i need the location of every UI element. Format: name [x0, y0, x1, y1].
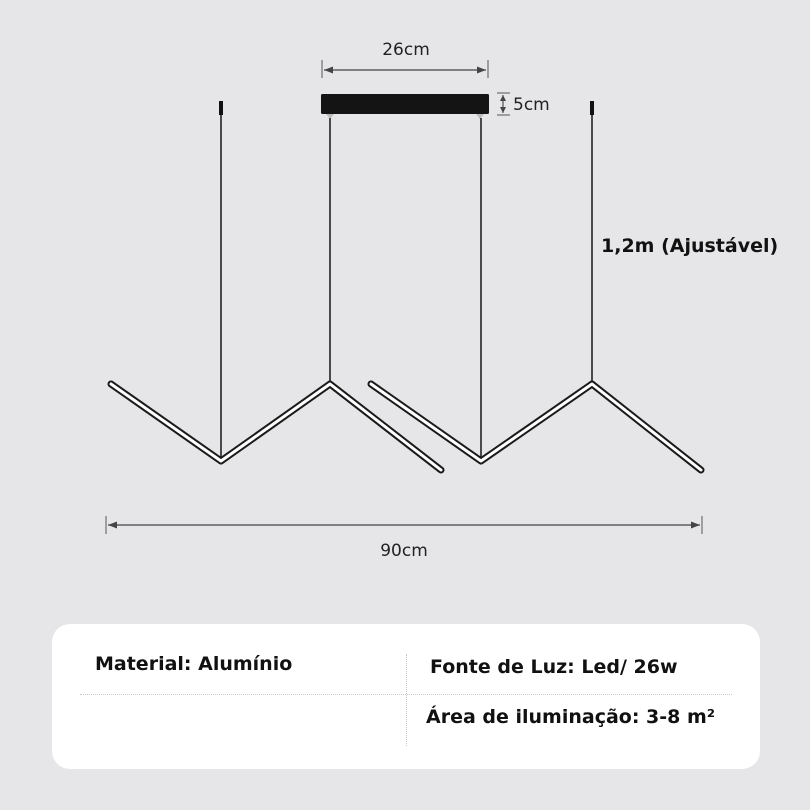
- spec-light-source: Fonte de Luz: Led/ 26w: [430, 656, 678, 678]
- spec-material: Material: Alumínio: [95, 653, 293, 675]
- total-width-label: 90cm: [380, 541, 428, 561]
- canopy-height-dimension: [497, 93, 550, 115]
- spec-divider-vertical: [406, 654, 407, 746]
- canopy-height-label: 5cm: [513, 95, 550, 115]
- cable-length-label: 1,2m (Ajustável): [601, 235, 779, 257]
- canopy-width-label: 26cm: [382, 40, 430, 60]
- total-width-dimension: [106, 516, 702, 561]
- ceiling-canopy: [321, 94, 489, 114]
- spec-card: [52, 624, 760, 769]
- canopy-width-dimension: [322, 40, 488, 78]
- spec-lighting-area: Área de iluminação: 3-8 m²: [426, 706, 716, 728]
